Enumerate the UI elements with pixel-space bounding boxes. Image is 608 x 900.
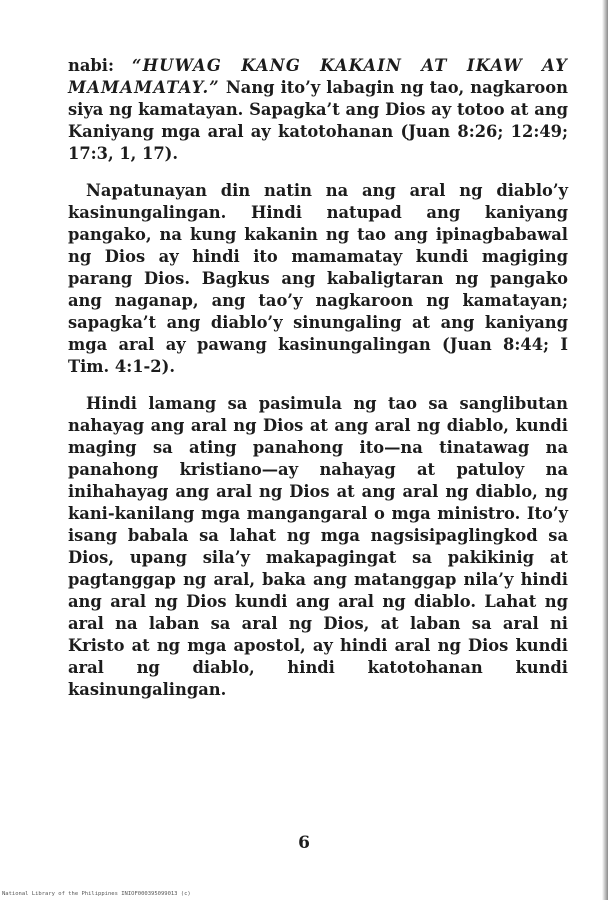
- paragraph-3: Hindi lamang sa pasimula ng tao sa sanglibutan nahayag ang aral ng Dios at ang aral ng diablo, kundi maging sa ating panahong ito—na tinatawag na panahong kristiano—ay nahayag at patuloy na inihahayag ang aral ng Dios at ang aral ng diablo, ng kani-kanilang mga mangangaral o mga ministro. Ito’y isang babala sa lahat ng mga nagsisipaglingkod sa Dios, upang sila’y makapagingat sa pakikinig at pagtanggap ng aral, baka ang matanggap nila’y hindi ang aral ng Dios kundi ang aral ng diablo. Lahat ng aral na laban sa aral ng Dios, at laban sa aral ni Kristo at ng mga apostol, ay hindi aral ng Dios kundi aral ng diablo, hindi katotohanan kundi kasinungalingan.: [68, 394, 568, 699]
- scripture-quote: “HUWAG KANG KAKAIN AT IKAW AY MAMAMATAY.”: [68, 56, 568, 97]
- page-number: 6: [298, 833, 310, 853]
- paragraph-2: Napatunayan din natin na ang aral ng diablo’y kasinungalingan. Hindi natupad ang kaniyang pangako, na kung kakanin ng tao ang ipinagbabawal ng Dios ay hindi ito mamamatay kundi magiging parang Dios. Bagkus ang kabaligtaran ng pangako ang naganap, ang tao’y nagkaroon ng kamatayan; sapagka’t ang diablo’y sinungaling at ang kaniyang mga aral ay pawang kasinungalingan (Juan 8:44; I Tim. 4:1-2).: [68, 181, 568, 376]
- paragraph-1-rest: Nang ito’y labagin ng tao, nagkaroon siya ng kamatayan. Sapagka’t ang Dios ay totoo at ang Kaniyang mga aral ay katotohanan (Juan 8:26; 12:49; 17:3, 1, 17).: [68, 78, 568, 163]
- paragraph-1-lead: nabi:: [68, 56, 133, 75]
- page-edge-shadow: [602, 0, 608, 900]
- scan-footer: National Library of the Philippines INIOF000395099013 (c): [2, 891, 191, 897]
- page-body: [68, 55, 568, 701]
- paragraph-1: [68, 55, 568, 165]
